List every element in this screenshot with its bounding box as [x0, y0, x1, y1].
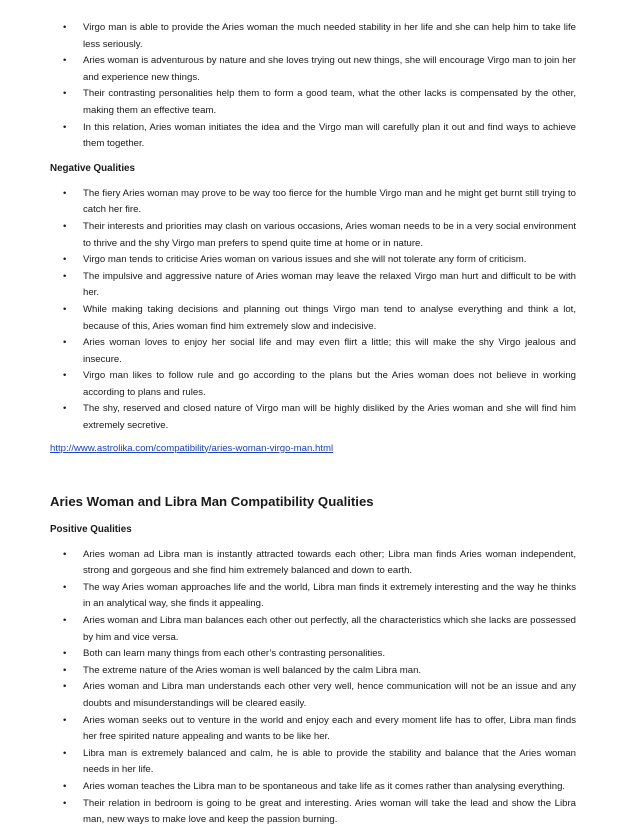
bullet-icon: •	[63, 615, 67, 627]
bullet-icon: •	[63, 55, 67, 67]
bullet-icon: •	[63, 714, 67, 726]
bullet-icon: •	[63, 747, 67, 759]
list-item: • Aries woman seeks out to venture in the world and enjoy each and every moment life has to offer, Libra man finds her free spirited nature appealing and wants to be like her.	[63, 714, 576, 743]
list-item: • Their contrasting personalities help them to form a good team, what the other lacks is compensated by the other, making them an effective team.	[63, 88, 576, 116]
list-item: • The fiery Aries woman may prove to be way too fierce for the humble Virgo man and he might get burnt still trying to catch her fire.	[63, 187, 576, 216]
list-item: • In this relation, Aries woman initiates the idea and the Virgo man will carefully plan it out and find ways to achieve them together.	[63, 121, 576, 150]
bullet-icon: •	[63, 220, 67, 232]
list-item: • Aries woman teaches the Libra man to be spontaneous and take life as it comes rather than analysing everything.	[50, 779, 576, 796]
list-item: • Aries woman and Libra man understands each other very well, hence communication will not be an issue and any doubts and misunderstandings will be cleared easily.	[63, 681, 576, 709]
bullet-icon: •	[63, 22, 67, 33]
bullet-icon: •	[63, 648, 67, 660]
list-item: • Aries woman and Libra man balances each other out perfectly, all the characteristics which she lacks are possessed by him and vice versa.	[63, 615, 576, 643]
bullet-icon: •	[63, 121, 67, 133]
list-item: • Both can learn many things from each other’s contrasting personalities.	[50, 646, 576, 663]
list-item: • While making taking decisions and planning out things Virgo man tend to analyse everything and think a lot, because of this, Aries woman find him extremely slow and indecisive.	[63, 303, 576, 332]
list-item: • Their interests and priorities may clash on various occasions, Aries woman needs to be in a very social environment to thrive and the shy Virgo man prefers to spend quite time at home or in nature.	[63, 220, 576, 249]
bullet-icon: •	[63, 548, 67, 560]
bullet-icon: •	[63, 303, 67, 315]
list-item: • Libra man is extremely balanced and calm, he is able to provide the stability and balance that the Aries woman needs in her life.	[63, 747, 576, 776]
list-item: • Aries woman ad Libra man is instantly attracted towards each other; Libra man finds Aries woman independent, strong and gorgeous and she find him extremely balanced and down to earth.	[63, 548, 576, 577]
positive-qualities-heading: Positive Qualities	[50, 523, 132, 535]
bullet-icon: •	[63, 270, 67, 282]
bullet-icon: •	[63, 187, 67, 199]
bullet-icon: •	[63, 581, 67, 593]
intro-list	[50, 20, 576, 153]
bullet-icon: •	[63, 681, 67, 693]
list-item: • Their relation in bedroom is going to be great and interesting. Aries woman will take the lead and show the Libra man, new ways to make love and keep the passion burning.	[63, 797, 576, 826]
list-item: • The extreme nature of the Aries woman is well balanced by the calm Libra man.	[50, 663, 576, 680]
list-item: • Virgo man likes to follow rule and go according to the plans but the Aries woman does not believe in working according to plans and rules.	[63, 370, 576, 398]
list-item: • Aries woman loves to enjoy her social life and may even flirt a little; this will make the shy Virgo jealous and insecure.	[63, 337, 576, 365]
positive-qualities-list	[50, 547, 576, 829]
bullet-icon: •	[63, 797, 67, 809]
bullet-icon: •	[63, 664, 67, 676]
list-item: • The impulsive and aggressive nature of Aries woman may leave the relaxed Virgo man hurt and difficult to be with her.	[63, 270, 576, 299]
list-item: • The shy, reserved and closed nature of Virgo man will be highly disliked by the Aries woman and she will find him extremely secretive.	[63, 403, 576, 432]
bullet-icon: •	[63, 403, 67, 415]
negative-qualities-heading: Negative Qualities	[50, 162, 135, 174]
negative-qualities-list	[50, 186, 576, 435]
bullet-icon: •	[63, 370, 67, 382]
bullet-icon: •	[63, 88, 67, 100]
section-title: Aries Woman and Libra Man Compatibility Qualities	[50, 493, 374, 509]
list-item: • Aries woman is adventurous by nature and she loves trying out new things, she will encourage Virgo man to join her and experience new things.	[63, 55, 576, 83]
bullet-icon: •	[63, 780, 67, 792]
list-item: • Virgo man is able to provide the Aries woman the much needed stability in her life and she can help him to take life less seriously.	[63, 22, 576, 50]
bullet-icon: •	[63, 337, 67, 349]
bullet-icon: •	[63, 254, 67, 266]
source-link[interactable]: http://www.astrolika.com/compatibility/aries-woman-virgo-man.html	[50, 442, 334, 454]
list-item: • The way Aries woman approaches life and the world, Libra man finds it extremely interesting and the way he thinks in an analytical way, she finds it appealing.	[63, 581, 576, 610]
list-item: • Virgo man tends to criticise Aries woman on various issues and she will not tolerate any form of criticism.	[50, 252, 576, 269]
